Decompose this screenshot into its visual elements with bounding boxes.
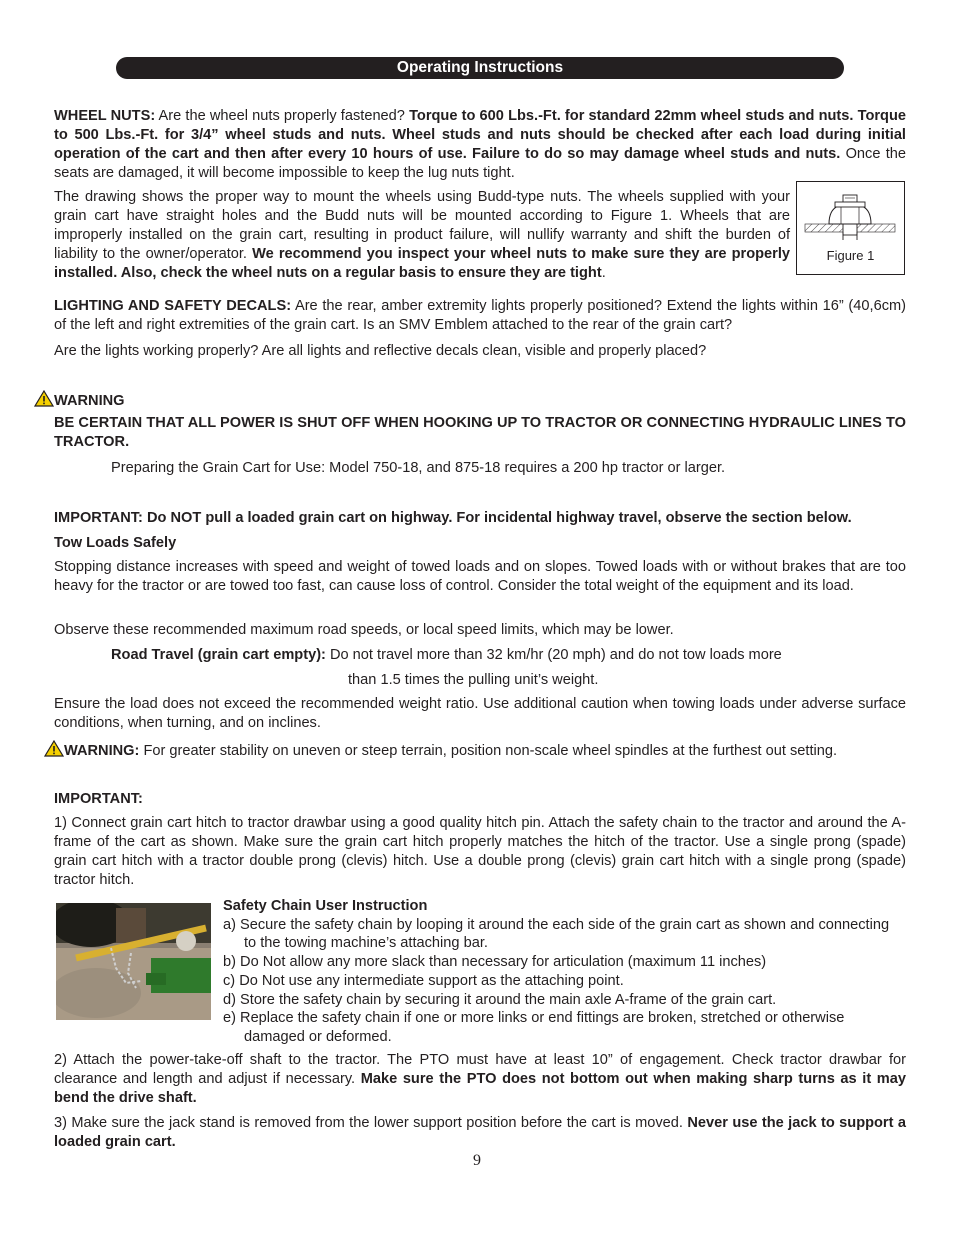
- step-3-paragraph: [54, 1114, 906, 1152]
- lighting-text: Are the rear, amber extremity lights properly positioned? Extend the lights within 16” (40,6cm) of the left and right extremities of the grain cart. Is an SMV Emblem attached to the rear of the grain cart?: [54, 298, 907, 333]
- warning-stability: [44, 740, 837, 761]
- step-1-text: 1) Connect grain cart hitch to tractor drawbar using a good quality hitch pin. Attach the safety chain to the tractor and around the A-frame of the cart as shown. Make sure the grain cart hitch properly matches the hitch of the tractor. Use a single prong (spade) grain cart hitch with a tractor double prong (clevis) hitch. Use a double prong (clevis) grain cart hitch with a single prong (spade) tractor hitch.: [54, 815, 906, 888]
- wheel-nuts-paragraph: [54, 107, 906, 183]
- step-3-text: 3) Make sure the jack stand is removed from the lower support position before the cart is moved.: [54, 1115, 688, 1131]
- chain-item-a: a) Secure the safety chain by looping it around the each side of the grain cart as shown and connecting to the towing machine’s attaching bar.: [223, 916, 890, 952]
- warning-text: BE CERTAIN THAT ALL POWER IS SHUT OFF WHEN HOOKING UP TO TRACTOR OR CONNECTING HYDRAULIC LINES TO TRACTOR.: [54, 415, 906, 450]
- warning-triangle-icon: [44, 740, 64, 757]
- chain-item-b: b) Do Not allow any more slack than necessary for articulation (maximum 11 inches): [223, 954, 767, 971]
- wheel-nuts-tail: Once the seats are damaged, it will become impossible to keep the lug nuts tight.: [54, 146, 906, 181]
- warning-stability-text: For greater stability on uneven or steep terrain, position non-scale wheel spindles at the furthest out setting.: [139, 743, 838, 759]
- section-title: Operating Instructions: [396, 59, 564, 76]
- figure-1: [796, 181, 905, 275]
- lighting-text-2: Are the lights working properly? Are all lights and reflective decals clean, visible and properly placed?: [54, 343, 707, 359]
- step-2-bold: Make sure the PTO does not bottom out when making sharp turns as it may bend the drive shaft.: [54, 1071, 906, 1106]
- important-highway-text: IMPORTANT: Do NOT pull a loaded grain cart on highway. For incidental highway travel, observe the section below.: [54, 510, 852, 526]
- safety-chain-heading: Safety Chain User Instruction: [223, 898, 428, 914]
- prep-text: Preparing the Grain Cart for Use: Model 750-18, and 875-18 requires a 200 hp tractor or larger.: [111, 460, 726, 476]
- lighting-label: LIGHTING AND SAFETY DECALS:: [54, 298, 292, 314]
- tow-paragraph-1: Stopping distance increases with speed and weight of towed loads and on slopes. Towed loads with or without brakes that are too heavy for the tractor or are towed too fast, can cause loss of control. Consider the total weight of the equipment and its load.: [54, 559, 906, 594]
- budd-nuts-end: .: [601, 265, 606, 281]
- section-header-banner: [116, 57, 844, 79]
- wheel-nuts-label: WHEEL NUTS:: [54, 108, 156, 124]
- budd-nut-diagram: [797, 182, 904, 242]
- chain-item-c: c) Do Not use any intermediate support as the attaching point.: [223, 972, 624, 989]
- lighting-paragraph-2: [54, 342, 906, 361]
- safety-chain-photo-graphic: [56, 903, 211, 1020]
- road-travel-text-2: than 1.5 times the pulling unit’s weight.: [348, 672, 599, 688]
- budd-nuts-paragraph: [54, 188, 790, 283]
- budd-nuts-text: The drawing shows the proper way to mount the wheels using Budd-type nuts. The wheels supplied with your grain cart have straight holes and the Budd nuts will be mounted according to Figure 1. Wheels that are improperly installed on the grain cart, resulting in product failure, will nullify warranty and shift the burden of liability to the owner/operator.: [54, 189, 790, 262]
- road-travel-line: [111, 646, 782, 665]
- figure-caption: Figure 1: [826, 248, 875, 263]
- step-3-bold: Never use the jack to support a loaded grain cart.: [54, 1115, 906, 1150]
- important-label: IMPORTANT:: [54, 791, 143, 807]
- warning-stability-label: WARNING:: [64, 743, 140, 759]
- tow-paragraph-3: Ensure the load does not exceed the recommended weight ratio. Use additional caution when towing loads under adverse surface conditions, when turning, and on inclines.: [54, 696, 906, 731]
- road-travel-label: Road Travel (grain cart empty):: [111, 647, 326, 663]
- road-travel-text: Do not travel more than 32 km/hr (20 mph) and do not tow loads more: [325, 647, 782, 663]
- wheel-nuts-question: Are the wheel nuts properly fastened?: [155, 108, 410, 124]
- page-number: 9: [473, 1152, 481, 1169]
- safety-chain-instructions: [223, 897, 903, 1047]
- tow-paragraph-2: Observe these recommended maximum road speeds, or local speed limits, which may be lower.: [54, 622, 674, 638]
- warning-label: WARNING: [54, 393, 125, 409]
- chain-item-e: e) Replace the safety chain if one or more links or end fittings are broken, stretched or otherwise damaged or deformed.: [223, 1010, 845, 1045]
- warning-heading: [34, 390, 125, 409]
- budd-nuts-bold: We recommend you inspect your wheel nuts to make sure they are properly installed. Also, check the wheel nuts on a regular basis to ensure they are tight: [54, 246, 790, 281]
- step-2-text: 2) Attach the power-take-off shaft to the tractor. The PTO must have at least 10” of engagement. Check tractor drawbar for clearance and length and adjust if necessary.: [54, 1052, 906, 1087]
- step-2-paragraph: [54, 1051, 906, 1108]
- tow-heading: Tow Loads Safely: [54, 535, 177, 551]
- lighting-paragraph: [54, 297, 906, 335]
- safety-chain-photo: [56, 903, 211, 1020]
- chain-item-d: d) Store the safety chain by securing it around the main axle A-frame of the grain cart.: [223, 991, 777, 1008]
- wheel-nuts-torque-text: Torque to 600 Lbs.-Ft. for standard 22mm wheel studs and nuts. Torque to 500 Lbs.-Ft. for 3/4” wheel studs and nuts. Wheel studs and nuts should be checked after each load during initial operation of the cart and then after every 10 hours of use. Failure to do so may damage wheel studs and nuts.: [54, 108, 906, 162]
- warning-triangle-icon: [34, 390, 54, 407]
